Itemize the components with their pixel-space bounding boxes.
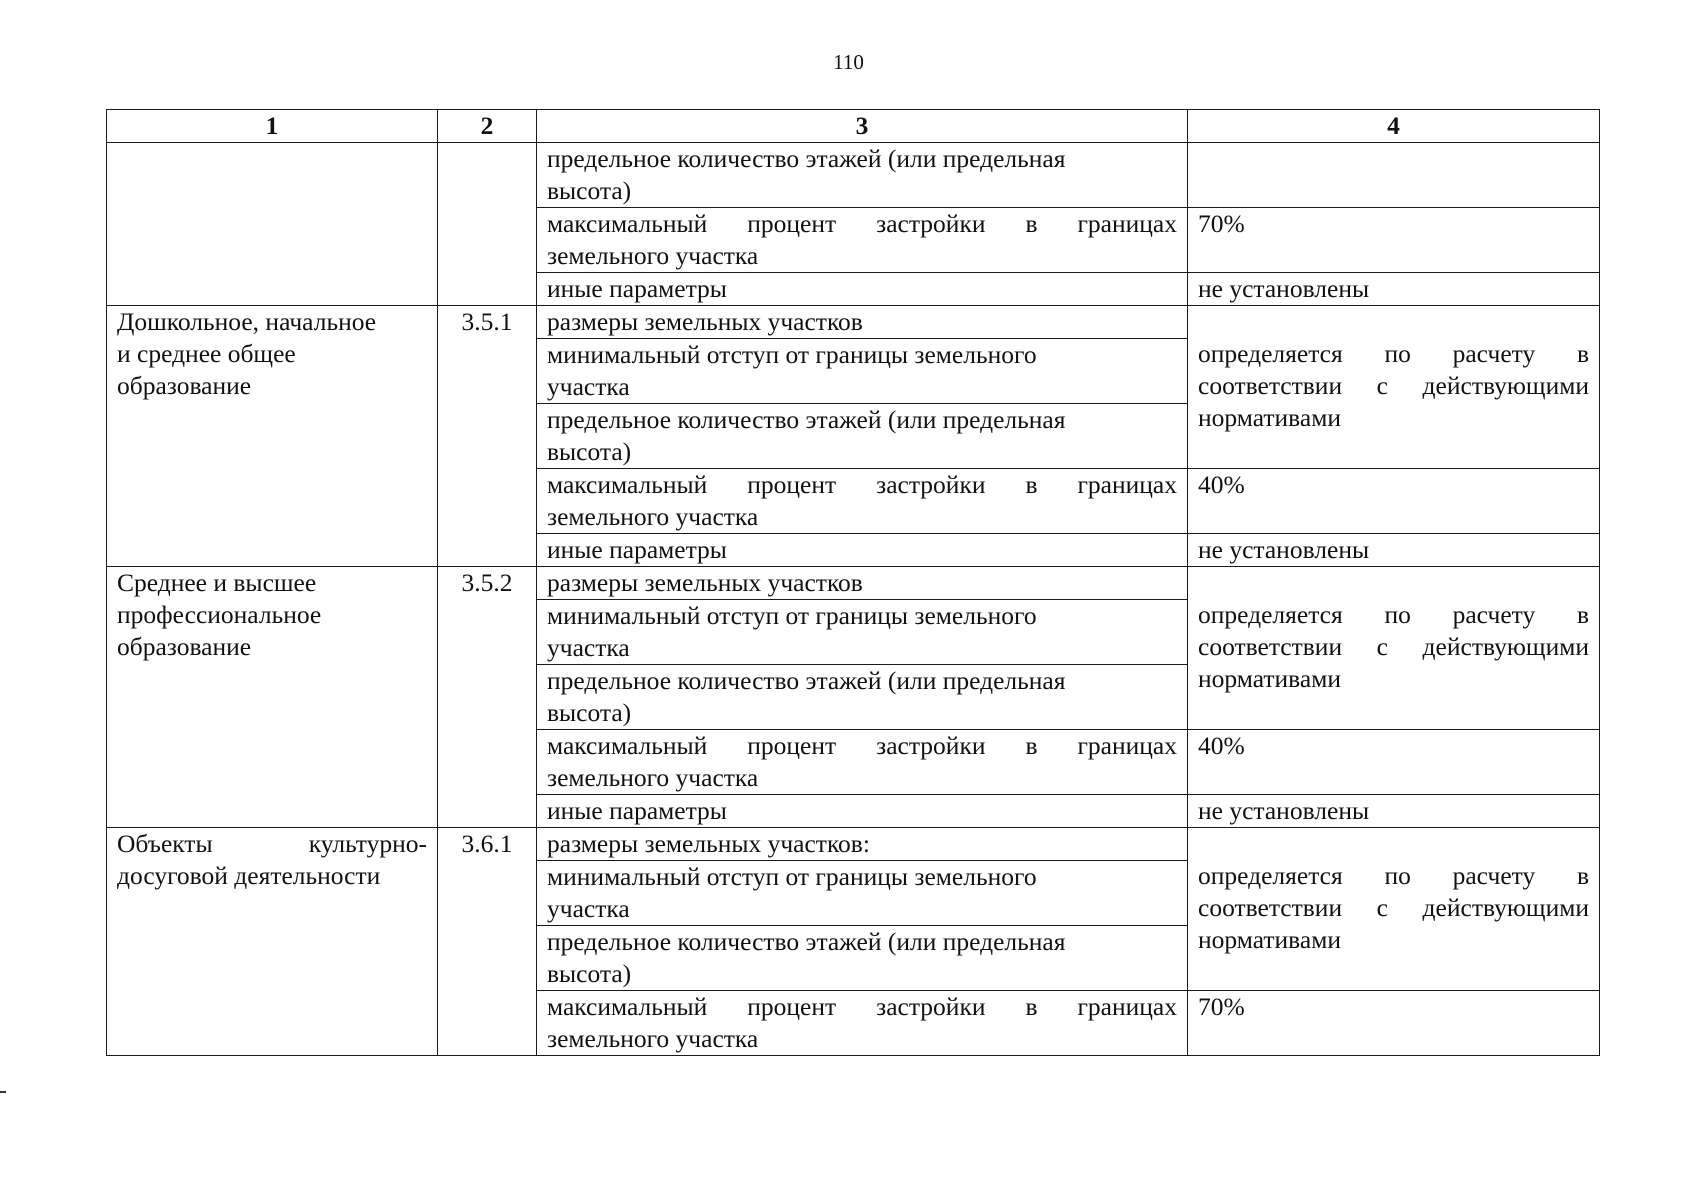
value-not-set-cell: не установлены [1188, 273, 1600, 306]
group-name-cell [107, 828, 438, 1056]
param-floors-cell [537, 665, 1188, 730]
param-percent-cell [537, 730, 1188, 795]
value-calc-line-1: определяется по расчету в [1198, 861, 1589, 890]
value-percent: 40% [1198, 731, 1245, 760]
value-calc-cell [1188, 567, 1600, 730]
param-indent-cell [537, 861, 1188, 926]
param-floors-line-1: предельное количество этажей (или предельная [547, 927, 1066, 956]
param-indent-line-2: участка [547, 372, 630, 401]
table-row [107, 567, 1600, 600]
value-calc-line-3: нормативами [1198, 925, 1341, 954]
param-indent-line-1: минимальный отступ от границы земельного [547, 862, 1037, 891]
value-not-set-cell: не установлены [1188, 534, 1600, 567]
table-header-row [107, 110, 1600, 143]
value-percent: 70% [1198, 209, 1245, 238]
value-calc-line-1: определяется по расчету в [1198, 339, 1589, 368]
group-name-line-2: и среднее общее [117, 339, 296, 368]
group-name-line-1: Объекты культурно- [117, 829, 427, 858]
value-calc-line-2: соответствии с действующими [1198, 371, 1589, 400]
param-sizes-cell: размеры земельных участков: [537, 828, 1188, 861]
param-percent-line-2: земельного участка [547, 241, 759, 270]
param-percent-line-1: максимальный процент застройки в границах [547, 470, 1177, 499]
header-col-3: 3 [537, 110, 1188, 143]
param-indent-cell [537, 600, 1188, 665]
param-sizes-cell: размеры земельных участков [537, 567, 1188, 600]
param-floors-line-2: высота) [547, 959, 632, 988]
group-code-cell [438, 143, 537, 306]
param-sizes-cell: размеры земельных участков [537, 306, 1188, 339]
param-other-cell: иные параметры [537, 534, 1188, 567]
param-floors-line-1: предельное количество этажей (или предельная [547, 666, 1066, 695]
param-floors-cell [537, 926, 1188, 991]
param-floors-line-2: высота) [547, 437, 632, 466]
value-calc-cell [1188, 828, 1600, 991]
param-indent-line-2: участка [547, 633, 630, 662]
page-number: 110 [833, 50, 864, 74]
group-code-cell: 3.5.1 [438, 306, 537, 567]
param-floors-line-1: предельное количество этажей (или предельная [547, 405, 1066, 434]
value-percent: 40% [1198, 470, 1245, 499]
param-indent-line-2: участка [547, 894, 630, 923]
table-row [107, 306, 1600, 339]
group-name-line-3: образование [117, 371, 252, 400]
group-name-cell [107, 143, 438, 306]
param-percent-line-2: земельного участка [547, 1024, 759, 1053]
param-indent-cell [537, 339, 1188, 404]
header-col-2: 2 [438, 110, 537, 143]
param-indent-line-1: минимальный отступ от границы земельного [547, 340, 1037, 369]
param-percent-line-1: максимальный процент застройки в границах [547, 731, 1177, 760]
value-not-set-cell: не установлены [1188, 795, 1600, 828]
param-floors-line-1: предельное количество этажей (или предельная [547, 144, 1066, 173]
scan-edge-mark [0, 1091, 6, 1093]
value-calc-line-2: соответствии с действующими [1198, 632, 1589, 661]
value-calc-line-2: соответствии с действующими [1198, 893, 1589, 922]
param-other-cell: иные параметры [537, 273, 1188, 306]
group-name-cell [107, 567, 438, 828]
param-floors-line-2: высота) [547, 176, 632, 205]
param-indent-line-1: минимальный отступ от границы земельного [547, 601, 1037, 630]
param-floors-cell [537, 404, 1188, 469]
value-percent: 70% [1198, 992, 1245, 1021]
param-percent-line-1: максимальный процент застройки в границах [547, 992, 1177, 1021]
value-percent-cell [1188, 208, 1600, 273]
table-row [107, 143, 1600, 208]
param-other-cell: иные параметры [537, 795, 1188, 828]
value-empty-cell [1188, 143, 1600, 208]
group-name-line-2: профессиональное [117, 600, 322, 629]
value-calc-line-3: нормативами [1198, 403, 1341, 432]
group-name-line-3: образование [117, 632, 252, 661]
header-col-1: 1 [107, 110, 438, 143]
param-percent-line-2: земельного участка [547, 763, 759, 792]
table-row [107, 828, 1600, 861]
value-calc-line-1: определяется по расчету в [1198, 600, 1589, 629]
value-percent-cell [1188, 991, 1600, 1056]
param-floors-cell [537, 143, 1188, 208]
param-percent-line-1: максимальный процент застройки в границах [547, 209, 1177, 238]
zoning-parameters-table [106, 109, 1600, 1056]
value-percent-cell [1188, 730, 1600, 795]
param-percent-cell [537, 991, 1188, 1056]
param-percent-cell [537, 469, 1188, 534]
group-name-line-2: досуговой деятельности [117, 861, 381, 890]
value-calc-line-3: нормативами [1198, 664, 1341, 693]
param-percent-line-2: земельного участка [547, 502, 759, 531]
header-col-4: 4 [1188, 110, 1600, 143]
param-floors-line-2: высота) [547, 698, 632, 727]
param-percent-cell [537, 208, 1188, 273]
group-code-cell: 3.5.2 [438, 567, 537, 828]
group-name-cell [107, 306, 438, 567]
group-name-line-1: Дошкольное, начальное [117, 307, 377, 336]
value-percent-cell [1188, 469, 1600, 534]
group-code-cell: 3.6.1 [438, 828, 537, 1056]
value-calc-cell [1188, 306, 1600, 469]
group-name-line-1: Среднее и высшее [117, 568, 317, 597]
